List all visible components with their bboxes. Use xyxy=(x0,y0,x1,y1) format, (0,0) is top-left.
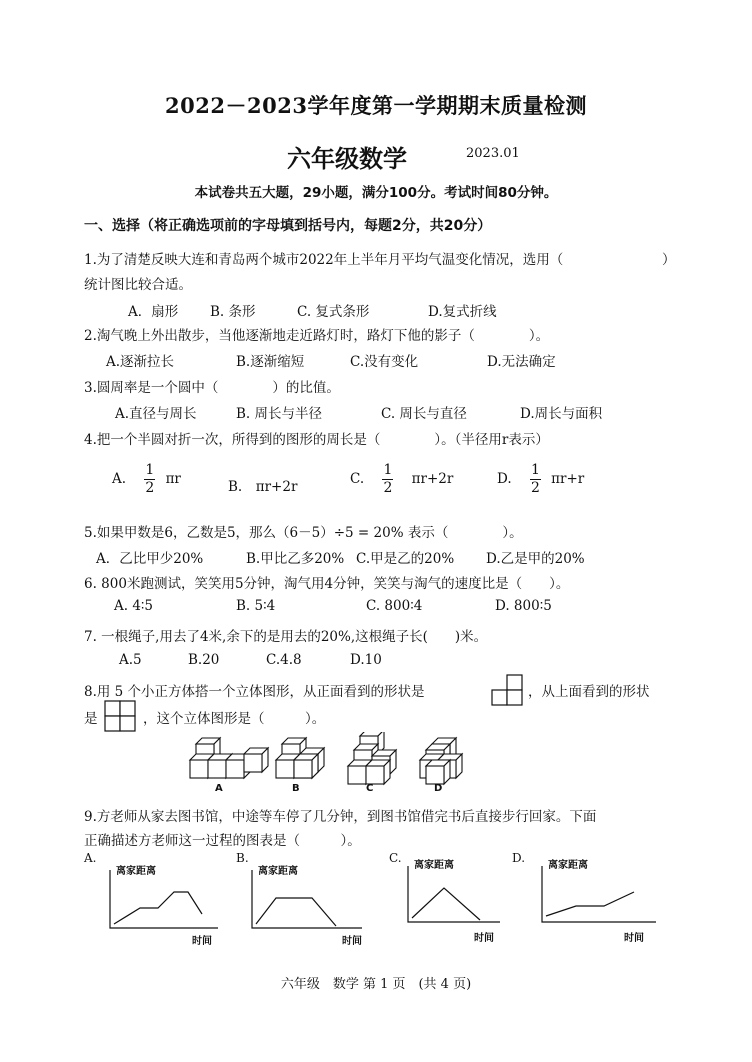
question-3-option-b: B. 周长与半径 xyxy=(236,406,323,422)
figure-b-cubes xyxy=(276,738,324,778)
fraction-numerator: 1 xyxy=(383,462,393,478)
top-view-shape xyxy=(103,700,137,732)
question-7-text: 7. 一根绳子,用去了4米,余下的是用去的20%,这根绳子长( )米。 xyxy=(84,629,488,645)
option-letter: C. xyxy=(350,471,365,487)
question-7-option-c: C.4.8 xyxy=(266,652,302,668)
question-9-text: 9.方老师从家去图书馆，中途等车停了几分钟，到图书馆借完书后直接步行回家。下面 xyxy=(84,809,597,825)
question-5-option-b: B.甲比乙多20% xyxy=(246,551,345,567)
fraction-one-half xyxy=(144,462,155,497)
graph-b-xlabel: 时间 xyxy=(342,936,362,947)
question-8-text-3: 是 xyxy=(84,711,98,727)
fraction-one-half xyxy=(382,462,393,497)
question-4-option-d xyxy=(497,462,584,497)
question-1-option-b: B. 条形 xyxy=(210,304,256,320)
question-9-text-2: 正确描述方老师这一过程的图表是（ ）。 xyxy=(84,833,361,849)
figure-label-a: A xyxy=(215,783,223,794)
option-expression: πr xyxy=(165,471,181,487)
graph-letter-a: A. xyxy=(84,851,97,865)
figure-label-b: B xyxy=(292,783,300,794)
question-1-text: 1.为了清楚反映大连和青岛两个城市2022年上半年月平均气温变化情况，选用（ xyxy=(84,252,564,268)
question-8-text-4: ，这个立体图形是（ ）。 xyxy=(143,711,326,727)
fraction-denominator: 2 xyxy=(145,480,155,496)
question-2-option-d: D.无法确定 xyxy=(487,354,556,370)
question-6-option-d: D. 800∶5 xyxy=(495,598,552,614)
figure-c-cubes xyxy=(348,732,396,784)
figure-label-d: D xyxy=(434,783,443,794)
exam-date: 2023.01 xyxy=(466,146,520,161)
question-3-text: 3.圆周率是一个圆中（ ）的比值。 xyxy=(84,380,340,396)
question-7-option-d: D.10 xyxy=(350,652,382,668)
question-4-option-c xyxy=(350,462,453,497)
question-6-text: 6. 800米跑测试，笑笑用5分钟，淘气用4分钟，笑笑与淘气的速度比是（ ）。 xyxy=(84,576,570,592)
option-letter: D. xyxy=(497,471,512,487)
question-1-close: ） xyxy=(662,252,676,268)
page-footer: 六年级 数学 第 1 页 (共 4 页) xyxy=(280,977,472,992)
exam-intro: 本试卷共五大题，29小题，满分100分。考试时间80分钟。 xyxy=(194,185,558,201)
graph-c xyxy=(408,866,500,922)
question-6-option-c: C. 800∶4 xyxy=(366,598,423,614)
question-8-text: 8.用 5 个小正方体搭一个立体图形，从正面看到的形状是 xyxy=(84,684,425,700)
figure-label-c: C xyxy=(366,783,374,794)
question-1-text-2: 统计图比较合适。 xyxy=(84,277,192,293)
fraction-numerator: 1 xyxy=(145,462,155,478)
question-5-option-a: A．乙比甲少20% xyxy=(96,551,204,567)
subject-title: 六年级数学 xyxy=(287,144,407,173)
figure-d-cubes xyxy=(420,738,462,784)
fraction-numerator: 1 xyxy=(530,462,540,478)
question-8-text-2: ，从上面看到的形状 xyxy=(528,684,650,700)
figure-a-cubes xyxy=(190,738,268,778)
option-expression: πr+r xyxy=(551,471,585,487)
question-5-text: 5.如果甲数是6，乙数是5，那么（6－5）÷5 = 20% 表示（ ）。 xyxy=(84,525,523,541)
question-1-option-d: D.复式折线 xyxy=(428,304,497,320)
question-3-option-a: A.直径与周长 xyxy=(115,406,197,422)
graph-b xyxy=(252,870,362,928)
cube-figures xyxy=(186,732,466,796)
graph-d-xlabel: 时间 xyxy=(624,933,644,944)
distance-time-graphs xyxy=(100,862,670,942)
graph-c-ylabel: 离家距离 xyxy=(414,860,454,871)
question-6-option-a: A. 4∶5 xyxy=(114,598,154,614)
question-4-option-b: B. πr+2r xyxy=(228,479,298,495)
exam-title: 2022－2023学年度第一学期期末质量检测 xyxy=(165,93,587,118)
question-1-option-a: A．扇形 xyxy=(128,304,179,320)
question-3-option-c: C. 周长与直径 xyxy=(381,406,467,422)
question-2-option-b: B.逐渐缩短 xyxy=(236,354,305,370)
question-7-option-b: B.20 xyxy=(188,652,220,668)
graph-d xyxy=(542,866,656,922)
graph-letter-b: B. xyxy=(236,851,249,865)
graph-a-xlabel: 时间 xyxy=(192,936,212,947)
option-letter: A. xyxy=(112,471,127,487)
section-heading-choice: 一、选择（将正确选项前的字母填到括号内，每题2分，共20分） xyxy=(84,218,492,234)
graph-d-ylabel: 离家距离 xyxy=(548,860,588,871)
front-view-shape xyxy=(490,674,524,706)
fraction-one-half xyxy=(530,462,541,497)
question-3-option-d: D.周长与面积 xyxy=(520,406,603,422)
graph-c-xlabel: 时间 xyxy=(474,933,494,944)
question-2-option-a: A.逐渐拉长 xyxy=(106,354,175,370)
question-5-option-c: C.甲是乙的20% xyxy=(356,551,455,567)
question-2-text: 2.淘气晚上外出散步，当他逐渐地走近路灯时，路灯下他的影子（ ）。 xyxy=(84,328,550,344)
question-4-text: 4.把一个半圆对折一次，所得到的图形的周长是（ ）。（半径用r表示） xyxy=(84,432,549,448)
question-6-option-b: B. 5∶4 xyxy=(236,598,276,614)
fraction-denominator: 2 xyxy=(530,480,540,496)
option-expression: πr+2r xyxy=(411,471,454,487)
question-4-option-a xyxy=(112,462,181,497)
question-1-option-c: C. 复式条形 xyxy=(297,304,370,320)
fraction-denominator: 2 xyxy=(383,480,393,496)
graph-a xyxy=(110,870,218,928)
question-2-option-c: C.没有变化 xyxy=(350,354,419,370)
graph-a-ylabel: 离家距离 xyxy=(116,866,156,877)
graph-b-ylabel: 离家距离 xyxy=(258,866,298,877)
question-7-option-a: A.5 xyxy=(119,652,142,668)
question-5-option-d: D.乙是甲的20% xyxy=(486,551,585,567)
graph-letter-d: D. xyxy=(512,851,526,865)
graph-letter-c: C. xyxy=(389,851,402,865)
